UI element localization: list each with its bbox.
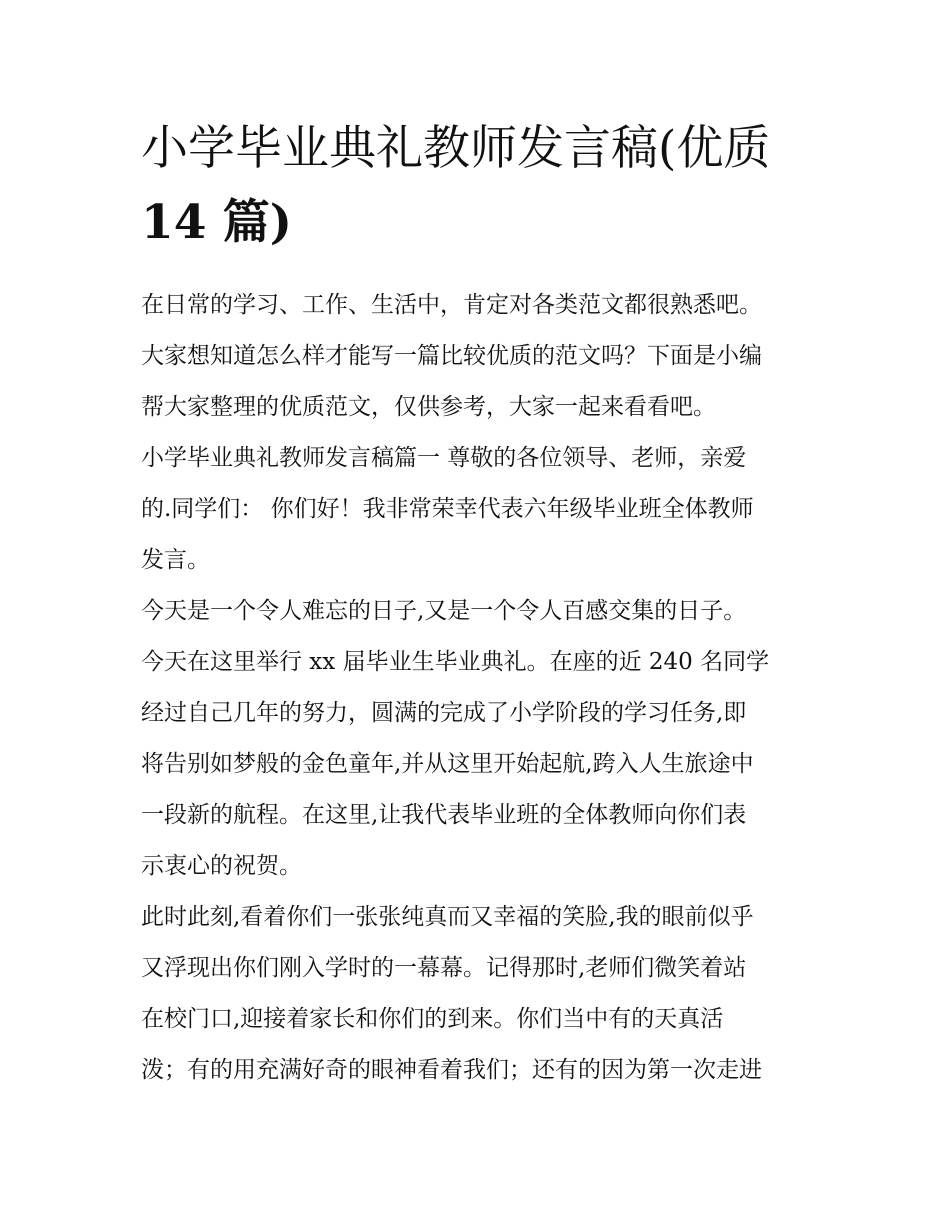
text-line: 一段新的航程。在这里,让我代表毕业班的全体教师向你们表 [141, 802, 747, 828]
text-line: 发言。 [141, 547, 210, 573]
text-line: 帮大家整理的优质范文，仅供参考，大家一起来看看吧。 [141, 394, 716, 420]
paragraph-ceremony [141, 586, 813, 892]
document-title [141, 112, 813, 260]
text-line: 经过自己几年的努力，圆满的完成了小学阶段的学习任务,即 [141, 700, 747, 726]
text-line: 今天在这里举行 xx 届毕业生毕业典礼。在座的近 240 名同学 [141, 649, 770, 675]
text-line: 此时此刻,看着你们一张张纯真而又幸福的笑脸,我的眼前似乎 [141, 904, 754, 930]
paragraph-memory [141, 892, 813, 1096]
title-line: 小学毕业典礼教师发言稿(优质 [141, 121, 771, 176]
document-body [141, 280, 813, 1096]
text-line: 示衷心的祝贺。 [141, 853, 302, 879]
text-line: 今天是一个令人难忘的日子,又是一个令人百感交集的日子。 [141, 598, 747, 624]
text-line: 在校门口,迎接着家长和你们的到来。你们当中有的天真活 [141, 1006, 724, 1032]
text-line: 在日常的学习、工作、生活中，肯定对各类范文都很熟悉吧。 [141, 292, 762, 318]
text-line: 大家想知道怎么样才能写一篇比较优质的范文吗？下面是小编 [141, 343, 762, 369]
document-content [141, 112, 813, 1096]
text-line: 泼；有的用充满好奇的眼神看着我们；还有的因为第一次走进 [141, 1057, 762, 1083]
text-line: 小学毕业典礼教师发言稿篇一 尊敬的各位领导、老师，亲爱 [141, 445, 747, 471]
text-line: 将告别如梦般的金色童年,并从这里开始起航,跨入人生旅途中 [141, 751, 754, 777]
text-line: 的.同学们： 你们好！我非常荣幸代表六年级毕业班全体教师 [141, 496, 754, 522]
paragraph-greeting [141, 433, 813, 586]
text-line: 又浮现出你们刚入学时的一幕幕。记得那时,老师们微笑着站 [141, 955, 747, 981]
title-line: 14 篇) [141, 195, 293, 250]
paragraph-intro [141, 280, 813, 433]
